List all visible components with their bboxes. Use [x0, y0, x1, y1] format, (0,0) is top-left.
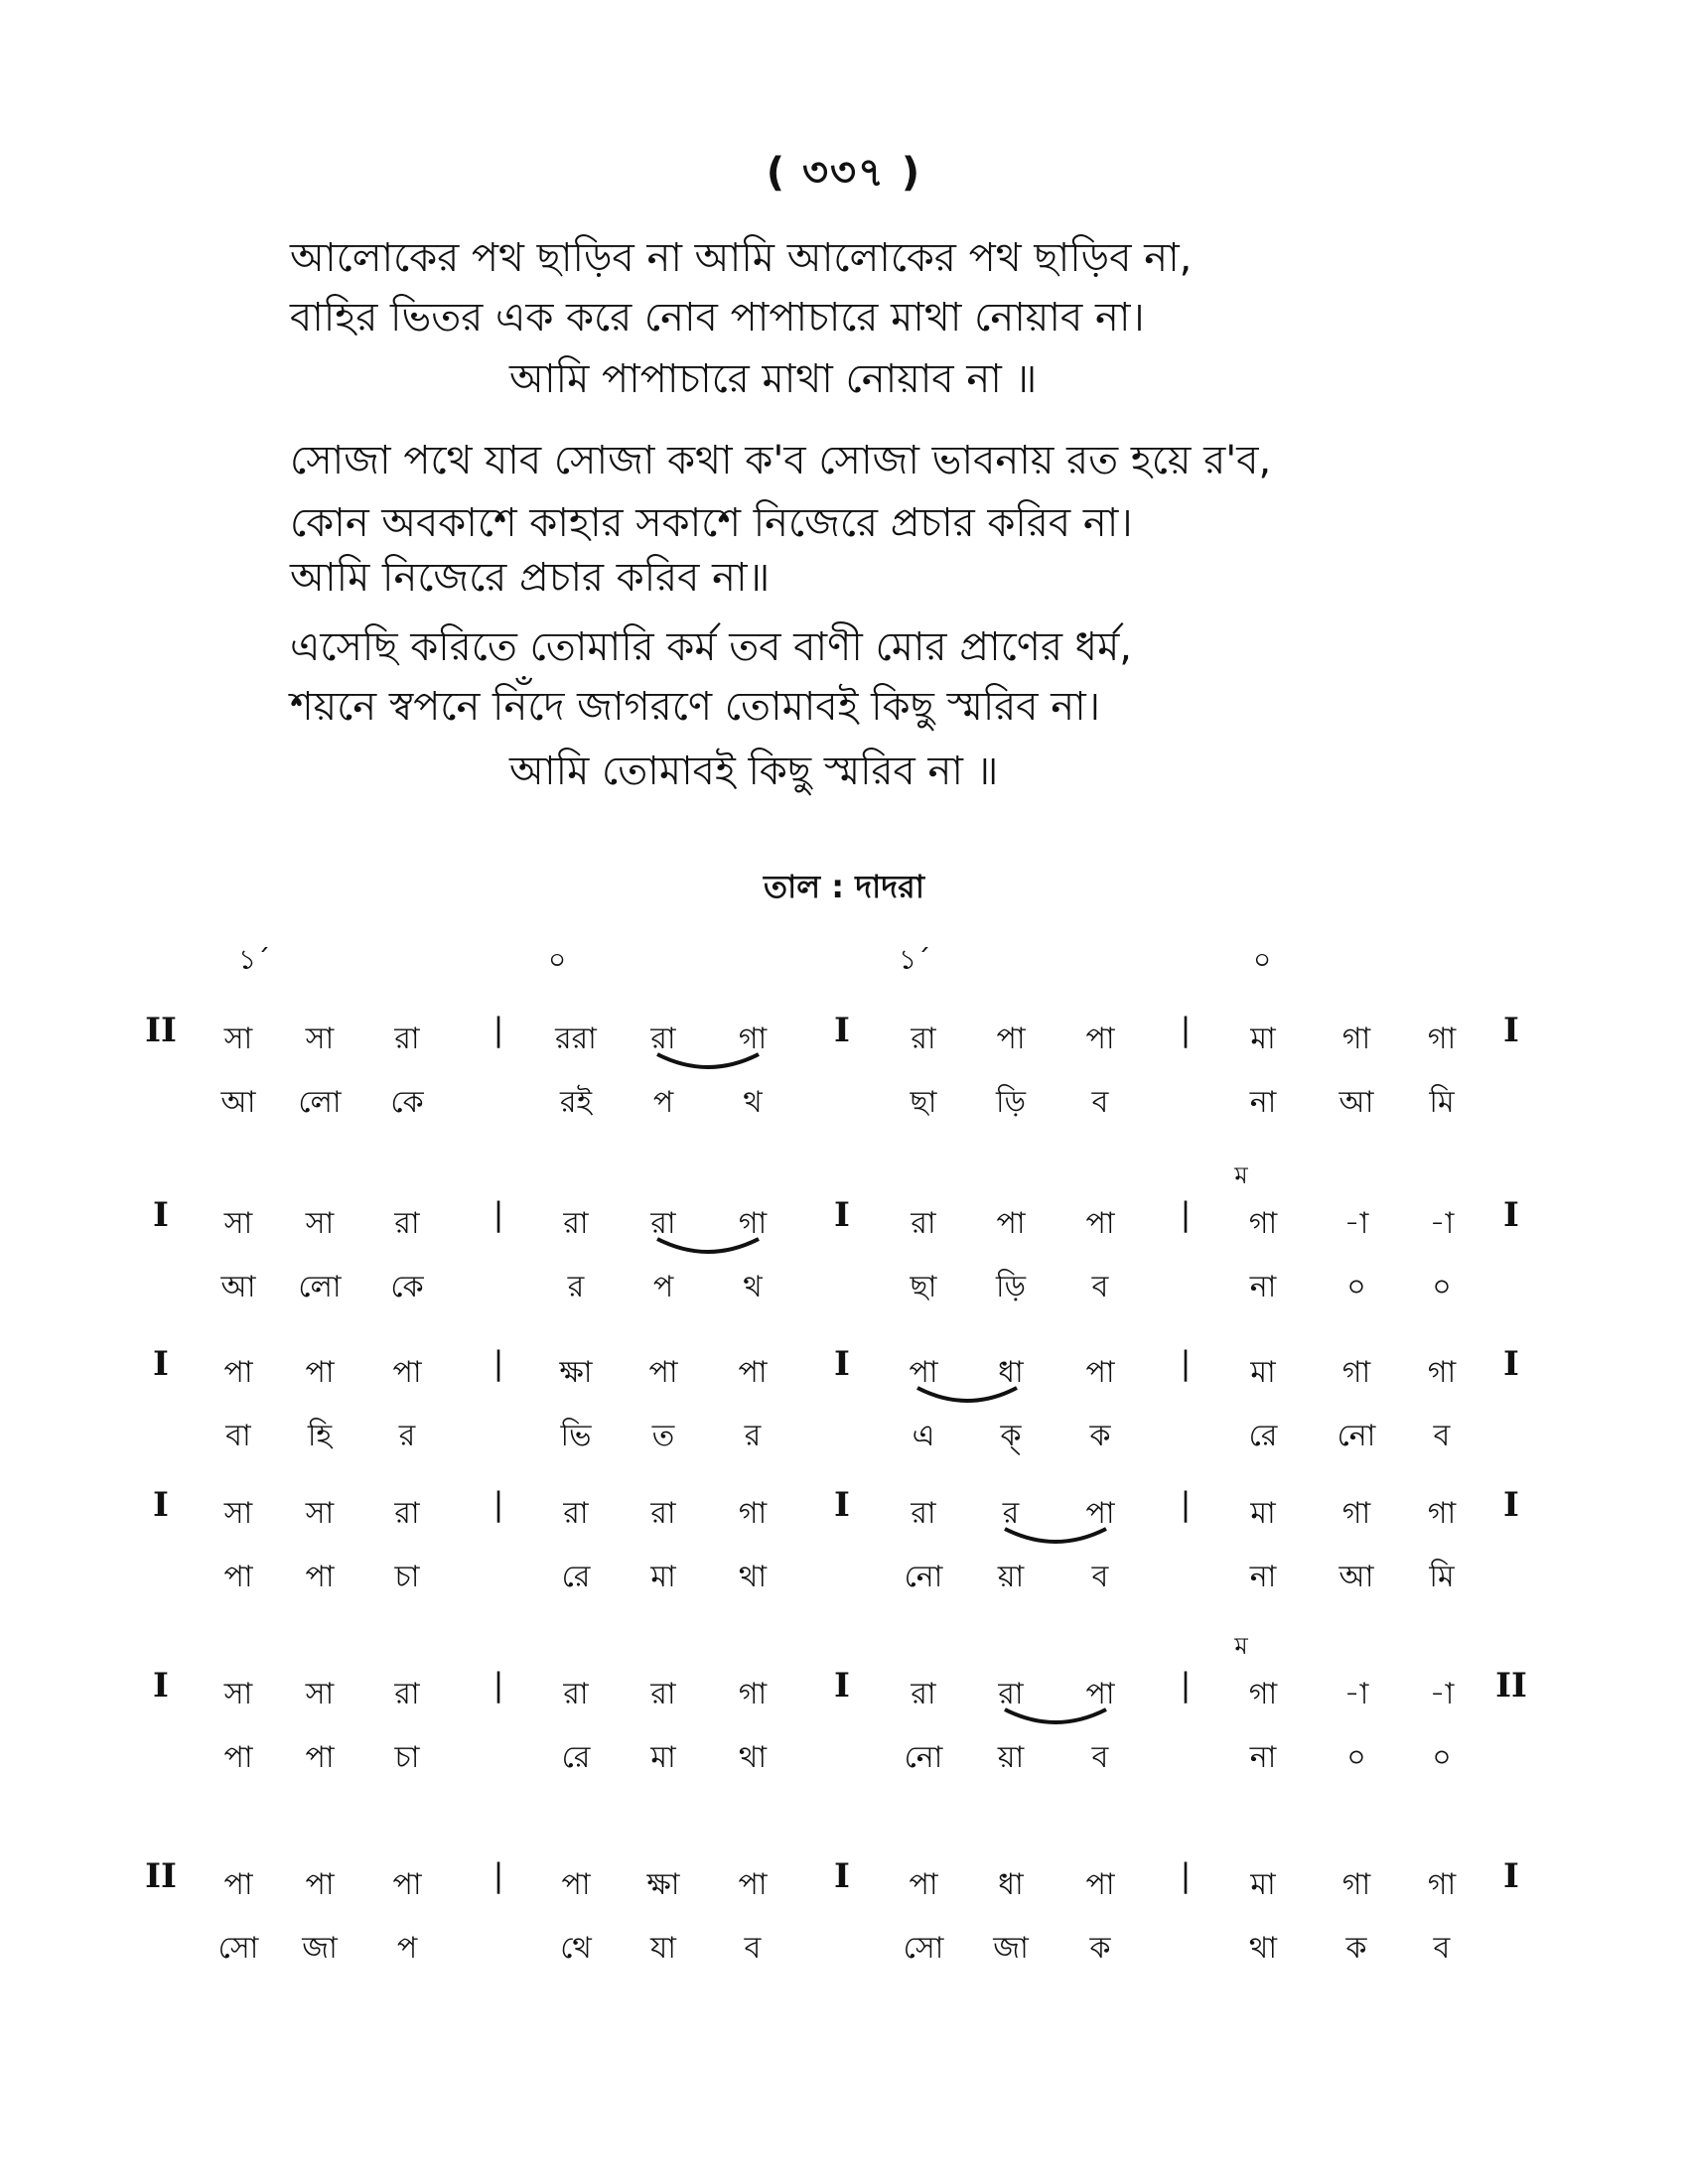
lyric-syllable: পা	[223, 1560, 253, 1594]
barline: |	[1180, 1666, 1192, 1704]
tala-label: তাল : দাদরা	[764, 868, 924, 905]
swara-note: সা	[305, 1677, 335, 1711]
lyric-syllable: মা	[650, 1560, 676, 1594]
beat-marker: ০	[1253, 943, 1272, 976]
lyric-syllable: থা	[1248, 1931, 1278, 1966]
lyric-syllable: জা	[302, 1931, 338, 1966]
lyric-syllable: যা	[650, 1931, 676, 1966]
lyric-syllable: সো	[217, 1931, 259, 1966]
swara-note: মা	[1250, 1355, 1276, 1390]
swara-note: মা	[1250, 1867, 1276, 1902]
swara-note: সা	[223, 1022, 253, 1056]
swara-note: রা	[650, 1677, 676, 1711]
lyric-syllable: থা	[738, 1740, 768, 1775]
lyric-syllable: না	[1249, 1740, 1277, 1775]
swara-note: -া	[1343, 1677, 1369, 1711]
lyric-syllable: পা	[305, 1560, 335, 1594]
lyric-syllable: প	[652, 1085, 674, 1120]
lyric-syllable: নো	[1336, 1419, 1376, 1453]
beat-marker: ১´	[238, 943, 271, 976]
lyric-syllable: ক্	[1000, 1419, 1022, 1453]
lyric-syllable: ব	[1091, 1560, 1109, 1594]
swara-note: মা	[1250, 1022, 1276, 1056]
lyric-syllable: পা	[305, 1740, 335, 1775]
swara-note: গা	[1427, 1355, 1457, 1390]
lyric-syllable: রে	[1248, 1419, 1278, 1453]
lyric-syllable: আ	[220, 1085, 256, 1120]
lyric-syllable: র	[567, 1270, 585, 1304]
lyric-syllable: চা	[394, 1560, 420, 1594]
lyric-syllable: ব	[744, 1931, 762, 1966]
swara-note: গা	[738, 1022, 768, 1056]
swara-note: পা	[1085, 1496, 1115, 1531]
lyric-syllable: কে	[390, 1085, 424, 1120]
swara-note: গা	[738, 1206, 768, 1241]
swara-note: সা	[305, 1022, 335, 1056]
lyric-syllable: ক	[1089, 1419, 1111, 1453]
lyric-syllable: ০	[1346, 1740, 1366, 1775]
swara-note: পা	[1085, 1355, 1115, 1390]
swara-note: গা	[738, 1677, 768, 1711]
swara-note: মা	[1250, 1496, 1276, 1531]
row-end-barline: I	[1503, 1344, 1519, 1384]
swara-note: ক্ষা	[646, 1867, 680, 1902]
swara-note: পা	[738, 1867, 768, 1902]
swara-note: পা	[909, 1355, 938, 1390]
swara-note: ররা	[555, 1022, 597, 1056]
slur-mark	[914, 1384, 1021, 1414]
swara-note: রা	[650, 1022, 676, 1056]
lyric-syllable: থা	[738, 1560, 768, 1594]
lyric-syllable: ছা	[910, 1270, 937, 1304]
row-end-barline: I	[1503, 1011, 1519, 1050]
barline: |	[492, 1485, 504, 1523]
barline: I	[834, 1666, 850, 1706]
swara-note: -া	[1429, 1677, 1455, 1711]
lyric-syllable: র	[398, 1419, 416, 1453]
beat-marker: ০	[548, 943, 567, 976]
swara-note: -া	[1343, 1206, 1369, 1241]
lyric-syllable: য়া	[997, 1560, 1025, 1594]
lyric-syllable: আ	[1338, 1560, 1374, 1594]
slur-mark	[653, 1235, 763, 1265]
swara-note: পা	[1085, 1022, 1115, 1056]
lyric-syllable: লো	[298, 1085, 342, 1120]
row-start-barline: II	[145, 1011, 177, 1050]
swara-note: গা	[1341, 1867, 1371, 1902]
lyric-syllable: ব	[1091, 1740, 1109, 1775]
swara-note: পা	[305, 1867, 335, 1902]
barline: |	[1180, 1485, 1192, 1523]
row-start-barline: I	[153, 1195, 169, 1235]
swara-note: রা	[650, 1496, 676, 1531]
barline: I	[834, 1856, 850, 1896]
swara-note: পা	[305, 1355, 335, 1390]
swara-note: ধা	[998, 1867, 1024, 1902]
lyric-syllable: ০	[1432, 1270, 1452, 1304]
page-number: ( ৩৩৭ )	[766, 150, 922, 196]
swara-note: রা	[563, 1206, 589, 1241]
swara-note: পা	[1085, 1867, 1115, 1902]
lyric-line: শয়নে স্বপনে নিঁদে জাগরণে তোমাবই কিছু স্মরিব না।	[290, 684, 1101, 730]
slur-mark	[1001, 1525, 1110, 1555]
swara-note: রা	[911, 1677, 936, 1711]
lyric-syllable: প	[396, 1931, 418, 1966]
lyric-syllable: আ	[1338, 1085, 1374, 1120]
lyric-syllable: আ	[220, 1270, 256, 1304]
lyric-syllable: রে	[561, 1560, 591, 1594]
lyric-syllable: রে	[561, 1740, 591, 1775]
barline: |	[1180, 1011, 1192, 1048]
swara-note: পা	[561, 1867, 591, 1902]
lyric-syllable: পা	[223, 1740, 253, 1775]
lyric-line: আলোকের পথ ছাড়িব না আমি আলোকের পথ ছাড়িব না,	[290, 235, 1193, 281]
row-end-barline: I	[1503, 1195, 1519, 1235]
lyric-syllable: ক	[1089, 1931, 1111, 1966]
lyric-syllable: মি	[1429, 1085, 1455, 1120]
swara-note: পা	[392, 1355, 422, 1390]
swara-note: পা	[223, 1867, 253, 1902]
row-start-barline: I	[153, 1344, 169, 1384]
barline: I	[834, 1485, 850, 1525]
swara-note: পা	[909, 1867, 938, 1902]
swara-note: রা	[394, 1496, 420, 1531]
swara-note: রা	[394, 1206, 420, 1241]
meend-mark: ম	[1234, 1632, 1248, 1660]
swara-note: পা	[738, 1355, 768, 1390]
swara-note: গা	[1341, 1022, 1371, 1056]
lyric-line: আমি নিজেরে প্রচার করিব না॥	[290, 555, 771, 601]
swara-note: রা	[563, 1496, 589, 1531]
lyric-syllable: না	[1249, 1270, 1277, 1304]
swara-note: গা	[1427, 1867, 1457, 1902]
swara-note: রা	[911, 1496, 936, 1531]
barline: I	[834, 1344, 850, 1384]
lyric-line: আমি তোমাবই কিছু স্মরিব না ॥	[509, 749, 999, 794]
lyric-syllable: মি	[1429, 1560, 1455, 1594]
lyric-syllable: থে	[560, 1931, 592, 1966]
swara-note: গা	[1341, 1496, 1371, 1531]
swara-note: পা	[1085, 1677, 1115, 1711]
barline: |	[1180, 1856, 1192, 1894]
lyric-syllable: ড়ি	[995, 1270, 1027, 1304]
lyric-syllable: রই	[559, 1085, 593, 1120]
row-end-barline: I	[1503, 1485, 1519, 1525]
swara-note: গা	[1248, 1206, 1278, 1241]
lyric-line: বাহির ভিতর এক করে নোব পাপাচারে মাথা নোয়াব না।	[290, 295, 1145, 341]
swara-note: গা	[1427, 1496, 1457, 1531]
lyric-syllable: ড়ি	[995, 1085, 1027, 1120]
lyric-syllable: ছা	[910, 1085, 937, 1120]
swara-note: সা	[305, 1496, 335, 1531]
swara-note: সা	[305, 1206, 335, 1241]
lyric-line: সোজা পথে যাব সোজা কথা ক'ব সোজা ভাবনায় রত হয়ে র'ব,	[290, 438, 1272, 483]
lyric-syllable: থ	[743, 1270, 763, 1304]
barline: I	[834, 1011, 850, 1050]
beat-marker: ১´	[899, 943, 931, 976]
swara-note: গা	[1341, 1355, 1371, 1390]
swara-note: পা	[996, 1022, 1026, 1056]
swara-note: রা	[911, 1206, 936, 1241]
lyric-syllable: এ	[912, 1419, 935, 1453]
slur-mark	[653, 1050, 763, 1080]
row-start-barline: II	[145, 1856, 177, 1896]
lyric-syllable: র	[744, 1419, 762, 1453]
swara-note: ক্ষা	[559, 1355, 593, 1390]
barline: |	[1180, 1344, 1192, 1382]
barline: |	[492, 1856, 504, 1894]
lyric-syllable: য়া	[997, 1740, 1025, 1775]
swara-note: পা	[223, 1355, 253, 1390]
barline: |	[1180, 1195, 1192, 1233]
lyric-syllable: নো	[904, 1560, 943, 1594]
barline: |	[492, 1344, 504, 1382]
lyric-syllable: ০	[1346, 1270, 1366, 1304]
lyric-syllable: ব	[1091, 1085, 1109, 1120]
swara-note: -া	[1429, 1206, 1455, 1241]
swara-note: রা	[998, 1677, 1024, 1711]
lyric-syllable: চা	[394, 1740, 420, 1775]
lyric-line: এসেছি করিতে তোমারি কর্ম তব বাণী মোর প্রাণের ধর্ম,	[290, 624, 1133, 670]
barline: |	[492, 1666, 504, 1704]
swara-note: রা	[394, 1022, 420, 1056]
meend-mark: ম	[1234, 1161, 1248, 1189]
swara-note: সা	[223, 1677, 253, 1711]
lyric-syllable: নো	[904, 1740, 943, 1775]
row-start-barline: I	[153, 1666, 169, 1706]
lyric-syllable: না	[1249, 1085, 1277, 1120]
swara-note: গা	[738, 1496, 768, 1531]
swara-note: পা	[996, 1206, 1026, 1241]
swara-note: পা	[392, 1867, 422, 1902]
swara-note: সা	[223, 1496, 253, 1531]
barline: |	[492, 1195, 504, 1233]
lyric-syllable: কে	[390, 1270, 424, 1304]
lyric-syllable: ক	[1345, 1931, 1367, 1966]
barline: |	[492, 1011, 504, 1048]
lyric-syllable: ব	[1433, 1931, 1451, 1966]
lyric-syllable: লো	[298, 1270, 342, 1304]
lyric-syllable: হি	[307, 1419, 333, 1453]
lyric-syllable: জা	[993, 1931, 1029, 1966]
swara-note: গা	[1427, 1022, 1457, 1056]
swara-note: ধা	[998, 1355, 1024, 1390]
swara-note: পা	[1085, 1206, 1115, 1241]
lyric-syllable: মা	[650, 1740, 676, 1775]
row-start-barline: I	[153, 1485, 169, 1525]
swara-note: রা	[563, 1677, 589, 1711]
swara-note: সা	[223, 1206, 253, 1241]
slur-mark	[1001, 1706, 1110, 1735]
lyric-syllable: সো	[903, 1931, 944, 1966]
lyric-syllable: ব	[1433, 1419, 1451, 1453]
lyric-line: কোন অবকাশে কাহার সকাশে নিজেরে প্রচার করিব না।	[290, 500, 1133, 546]
swara-note: র	[1002, 1496, 1020, 1531]
barline: I	[834, 1195, 850, 1235]
swara-note: রা	[394, 1677, 420, 1711]
row-end-barline: I	[1503, 1856, 1519, 1896]
lyric-syllable: প	[652, 1270, 674, 1304]
lyric-syllable: থ	[743, 1085, 763, 1120]
lyric-syllable: না	[1249, 1560, 1277, 1594]
swara-note: রা	[650, 1206, 676, 1241]
row-end-barline: II	[1495, 1666, 1527, 1706]
lyric-syllable: ০	[1432, 1740, 1452, 1775]
lyric-syllable: ভি	[560, 1419, 592, 1453]
swara-note: গা	[1248, 1677, 1278, 1711]
lyric-syllable: বা	[225, 1419, 251, 1453]
lyric-line: আমি পাপাচারে মাথা নোয়াব না ॥	[509, 356, 1038, 402]
swara-note: রা	[911, 1022, 936, 1056]
lyric-syllable: ব	[1091, 1270, 1109, 1304]
swara-note: পা	[648, 1355, 678, 1390]
lyric-syllable: ত	[651, 1419, 675, 1453]
